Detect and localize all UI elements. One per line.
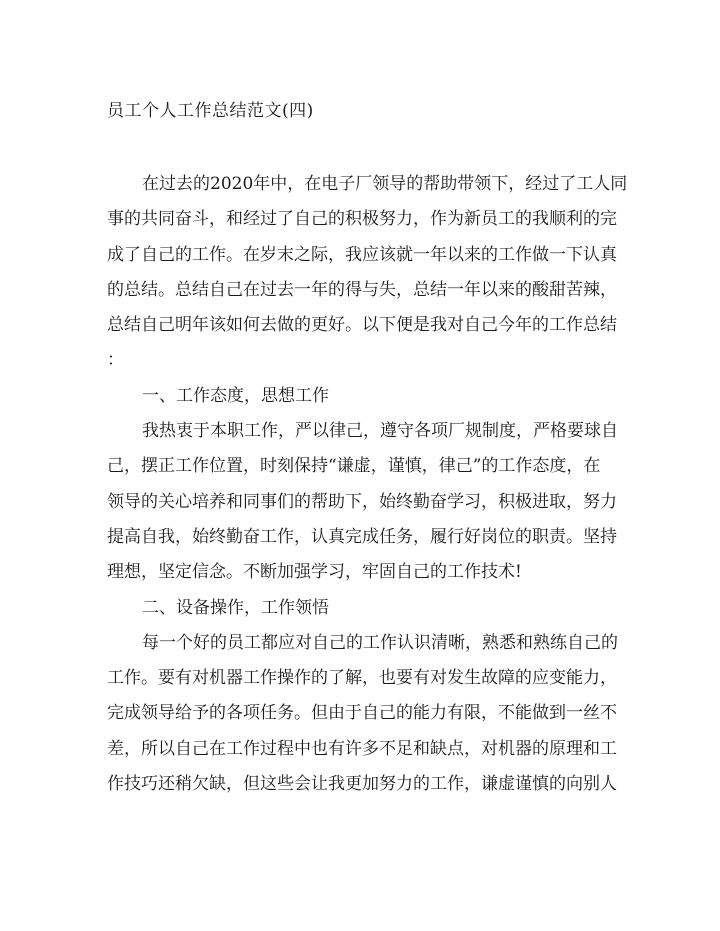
document-title: 员工个人工作总结范文(四) [107, 101, 314, 121]
paragraph-line: 的总结。总结自己在过去一年的得与失，总结一年以来的酸甜苦辣， [107, 279, 617, 300]
paragraph-line: 成了自己的工作。在岁末之际，我应该就一年以来的工作做一下认真 [107, 244, 617, 265]
paragraph-line: ： [107, 350, 124, 371]
paragraph-line: 完成领导给予的各项任务。但由于自己的能力有限，不能做到一丝不 [107, 703, 617, 724]
paragraph-line: 差，所以自己在工作过程中也有许多不足和缺点，对机器的原理和工 [107, 738, 617, 759]
paragraph-line: 总结自己明年该如何去做的更好。以下便是我对自己今年的工作总结 [107, 315, 617, 336]
paragraph-line: 在过去的2020年中，在电子厂领导的帮助带领下，经过了工人同 [142, 174, 628, 194]
paragraph-line: 工作。要有对机器工作操作的了解，也要有对发生故障的应变能力， [107, 668, 617, 689]
paragraph-line: 作技巧还稍欠缺，但这些会让我更加努力的工作，谦虚谨慎的向别人 [107, 774, 617, 795]
paragraph-line: 我热衷于本职工作，严以律己，遵守各项厂规制度，严格要球自 [142, 421, 618, 442]
section-heading: 一、工作态度，思想工作 [142, 385, 329, 406]
paragraph-line: 事的共同奋斗，和经过了自己的积极努力，作为新员工的我顺利的完 [107, 209, 617, 230]
paragraph-line: 提高自我，始终勤奋工作，认真完成任务，履行好岗位的职责。坚持 [107, 526, 617, 547]
paragraph-line: 领导的关心培养和同事们的帮助下，始终勤奋学习，积极进取，努力 [107, 491, 617, 512]
section-heading: 二、设备操作，工作领悟 [142, 597, 329, 618]
paragraph-line: 每一个好的员工都应对自己的工作认识清晰，熟悉和熟练自己的 [142, 632, 618, 653]
document-body [107, 167, 628, 802]
paragraph-line: 理想，坚定信念。不断加强学习，牢固自己的工作技术! [107, 562, 522, 583]
paragraph-line: 己，摆正工作位置，时刻保持“谦虚，谨慎，律己”的工作态度，在 [107, 456, 601, 477]
